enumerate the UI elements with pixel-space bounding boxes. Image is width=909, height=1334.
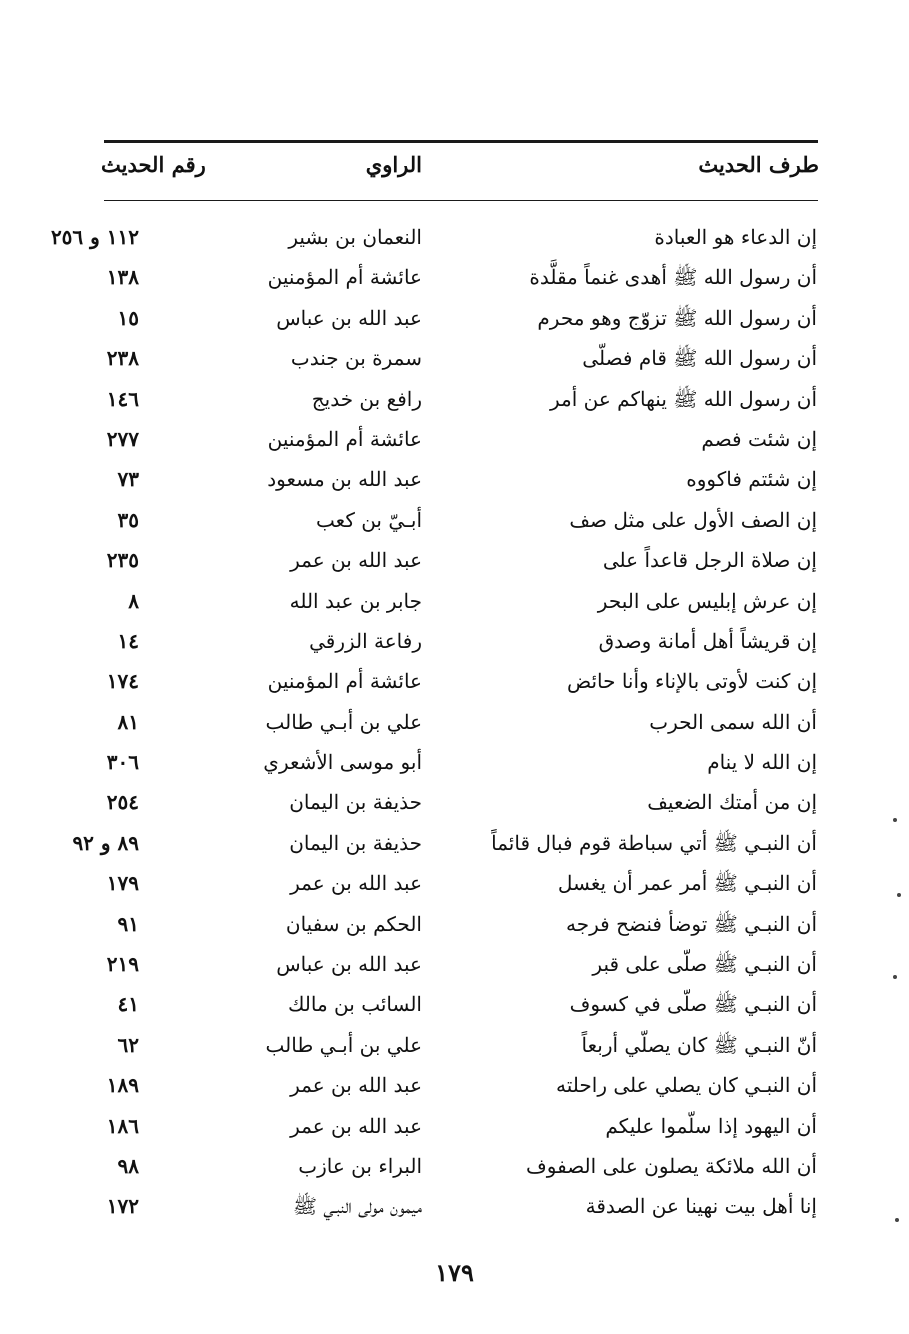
narrator-name: عائشة أم المؤمنين [267, 426, 422, 451]
hadith-number: ٣٠٦ [106, 750, 139, 775]
hadith-number: ١٨٩ [106, 1073, 139, 1098]
hadith-number: ٨١ [117, 709, 139, 734]
hadith-number: ١٨٦ [106, 1113, 139, 1138]
hadith-number: ٢١٩ [106, 952, 139, 977]
hadith-text: إن الله لا ينام [707, 750, 817, 775]
narrator-name: جابر بن عبد الله [289, 588, 422, 613]
table-row [0, 1187, 909, 1227]
hadith-number: ٨٩ و ٩٢ [72, 830, 139, 855]
hadith-number: ١٣٨ [106, 265, 139, 290]
hadith-number: ٢٥٤ [106, 790, 139, 815]
hadith-text: إن صلاة الرجل قاعداً على [602, 548, 817, 573]
hadith-text: إن الصف الأول على مثل صف [569, 507, 817, 532]
narrator-name: عبد الله بن عمر [290, 548, 422, 573]
scan-speck [895, 1218, 899, 1222]
hadith-number: ١١٢ و ٢٥٦ [50, 225, 139, 249]
hadith-text: أن النبـي ﷺ صلّى على قبر [592, 952, 817, 977]
table-row [0, 622, 909, 662]
hadith-number: ١٤٦ [106, 386, 139, 411]
top-rule [104, 140, 818, 143]
narrator-name: أبو موسى الأشعري [263, 750, 422, 775]
hadith-text: إنا أهل بيت نهينا عن الصدقة [585, 1194, 817, 1219]
hadith-number: ١٤ [117, 628, 139, 653]
table-row [0, 420, 909, 460]
hadith-text: أن اليهود إذا سلّموا عليكم [605, 1113, 817, 1138]
narrator-name: عبد الله بن عمر [290, 1113, 422, 1138]
hadith-text: أنّ النبـي ﷺ كان يصلّي أربعاً [581, 1032, 817, 1057]
header-narrator: الراوي [365, 152, 422, 177]
narrator-name: حذيفة بن اليمان [289, 830, 422, 855]
scan-speck [893, 818, 897, 822]
table-row [0, 1107, 909, 1147]
hadith-number: ٢٣٨ [106, 346, 139, 371]
table-row [0, 905, 909, 945]
hadith-text: أن الله ملائكة يصلون على الصفوف [526, 1153, 817, 1178]
hadith-number: ١٧٢ [106, 1194, 139, 1219]
narrator-name: أبـيّ بن كعب [316, 507, 422, 532]
table-row [0, 1066, 909, 1106]
table-row [0, 339, 909, 379]
hadith-number: ٢٣٥ [106, 548, 139, 573]
hadith-number: ٦٢ [117, 1032, 139, 1057]
table-row [0, 783, 909, 823]
table-row [0, 582, 909, 622]
table-row [0, 218, 909, 258]
hadith-text: إن من أمتك الضعيف [647, 790, 817, 815]
hadith-number: ١٥ [117, 305, 139, 330]
table-row [0, 258, 909, 298]
hadith-number: ٤١ [117, 992, 139, 1017]
hadith-number: ٣٥ [117, 507, 139, 532]
hadith-number: ٩٨ [117, 1153, 139, 1178]
page-number: ١٧٩ [435, 1258, 474, 1287]
narrator-name: الحكم بن سفيان [285, 911, 422, 936]
hadith-text: إن الدعاء هو العبادة [654, 225, 817, 249]
table-row [0, 501, 909, 541]
narrator-name: حذيفة بن اليمان [289, 790, 422, 815]
hadith-text: أن رسول الله ﷺ أهدى غنماً مقلَّدة [529, 265, 817, 290]
hadith-number: ١٧٤ [106, 669, 139, 694]
narrator-name: عبد الله بن مسعود [267, 467, 422, 492]
hadith-text: أن النبـي ﷺ أمر عمر أن يغسل [557, 871, 817, 896]
table-row [0, 743, 909, 783]
table-row [0, 864, 909, 904]
hadith-text: إن كنت لأوتى بالإناء وأنا حائض [566, 669, 817, 694]
scan-speck [897, 893, 901, 897]
hadith-text: أن رسول الله ﷺ تزوّج وهو محرم [537, 305, 817, 330]
narrator-name: رافع بن خديج [311, 386, 422, 411]
narrator-name: عبد الله بن عباس [276, 305, 422, 330]
table-row [0, 824, 909, 864]
hadith-text: أن النبـي ﷺ توضأ فنضح فرجه [566, 911, 817, 936]
narrator-name: رفاعة الزرقي [309, 628, 422, 653]
narrator-name: السائب بن مالك [287, 992, 422, 1017]
hadith-text: أن الله سمى الحرب [649, 709, 817, 734]
hadith-text: أن النبـي ﷺ صلّى في كسوف [569, 992, 817, 1017]
narrator-name: علي بن أبـي طالب [265, 709, 422, 734]
hadith-text: إن شئت فصم [701, 426, 817, 451]
narrator-name: عبد الله بن عمر [290, 1073, 422, 1098]
narrator-name: عائشة أم المؤمنين [267, 669, 422, 694]
table-row [0, 380, 909, 420]
table-row [0, 703, 909, 743]
scan-speck [893, 975, 897, 979]
table-row [0, 985, 909, 1025]
hadith-text: أن النبـي ﷺ أتي سباطة قوم فبال قائماً [491, 830, 817, 855]
hadith-text: إن شئتم فاكووه [686, 467, 817, 492]
hadith-number: ٢٧٧ [106, 426, 139, 451]
narrator-name: النعمان بن بشير [288, 225, 422, 249]
header-number: رقم الحديث [101, 152, 206, 177]
narrator-name: عائشة أم المؤمنين [267, 265, 422, 290]
table-row [0, 299, 909, 339]
hadith-number: ٨ [128, 588, 139, 613]
hadith-text: إن عرش إبليس على البحر [597, 588, 817, 613]
narrator-name: علي بن أبـي طالب [265, 1032, 422, 1057]
hadith-text: أن النبـي كان يصلي على راحلته [556, 1073, 817, 1098]
hadith-index-table [0, 218, 909, 1228]
narrator-name: ميمون مولى النبـي ﷺ [292, 1194, 422, 1219]
table-row [0, 1147, 909, 1187]
narrator-name: البراء بن عازب [298, 1153, 422, 1178]
narrator-name: سمرة بن جندب [290, 346, 422, 371]
hadith-number: ٩١ [117, 911, 139, 936]
table-row [0, 541, 909, 581]
hadith-text: إن قريشاً أهل أمانة وصدق [598, 628, 817, 653]
table-row [0, 945, 909, 985]
table-row [0, 662, 909, 702]
narrator-name: عبد الله بن عمر [290, 871, 422, 896]
hadith-number: ٧٣ [117, 467, 139, 492]
hadith-text: أن رسول الله ﷺ ينهاكم عن أمر [549, 386, 817, 411]
header-hadith: طرف الحديث [698, 152, 819, 177]
table-row [0, 1026, 909, 1066]
hadith-text: أن رسول الله ﷺ قام فصلّى [582, 346, 817, 371]
header-rule [104, 200, 818, 201]
narrator-name: عبد الله بن عباس [276, 952, 422, 977]
hadith-number: ١٧٩ [106, 871, 139, 896]
table-row [0, 460, 909, 500]
